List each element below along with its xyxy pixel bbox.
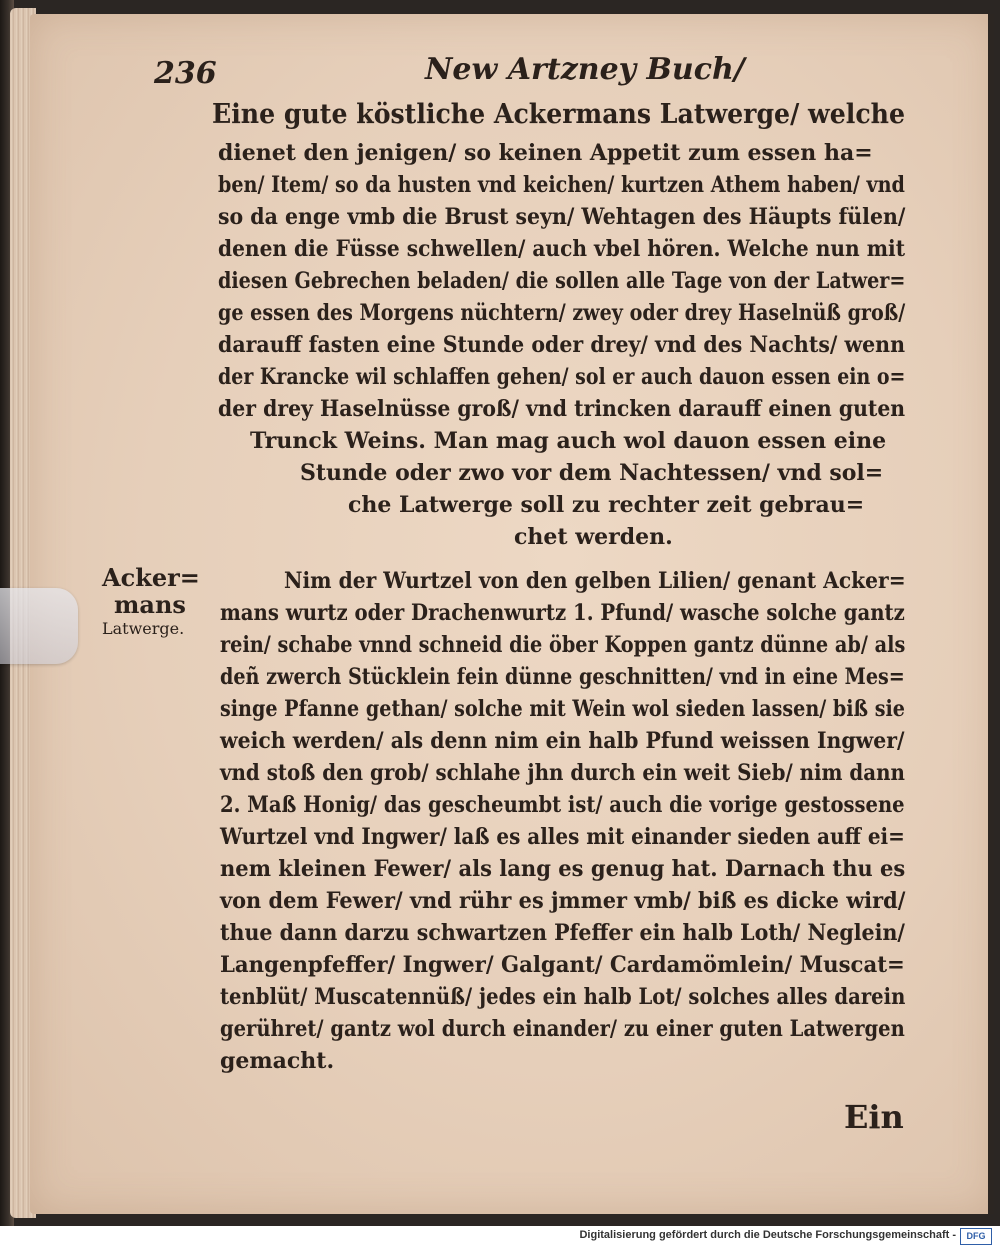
- body-line: von dem Fewer/ vnd rühr es jmmer vmb/ biß es dicke wird/: [220, 888, 906, 914]
- body-line: singe Pfanne gethan/ solche mit Wein wol sieden lassen/ biß sie: [220, 696, 905, 722]
- margin-note-line: Acker=: [102, 563, 200, 592]
- intro-line: ge essen des Morgens nüchtern/ zwey oder drey Haselnüß groß/: [218, 300, 906, 326]
- body-line: Nim der Wurtzel von den gelben Lilien/ genant Acker=: [284, 568, 906, 594]
- recipe-heading: Eine gute köstliche Ackermans Latwerge/ welche: [212, 99, 906, 130]
- body-line: gemacht.: [220, 1048, 335, 1074]
- body-line: nem kleinen Fewer/ als lang es genug hat. Darnach thu es: [220, 856, 906, 882]
- intro-line: darauff fasten eine Stunde oder drey/ vnd des Nachts/ wenn: [218, 332, 906, 358]
- margin-note-line: Latwerge.: [102, 619, 185, 638]
- body-line: weich werden/ als denn nim ein halb Pfund weissen Ingwer/: [220, 728, 905, 754]
- margin-note: [102, 564, 212, 640]
- body-line: Wurtzel vnd Ingwer/ laß es alles mit einander sieden auff ei=: [220, 824, 905, 850]
- intro-line: diesen Gebrechen beladen/ die sollen alle Tage von der Latwer=: [218, 268, 906, 294]
- body-line: 2. Maß Honig/ das gescheumbt ist/ auch die vorige gestossene: [220, 792, 905, 818]
- footer-bar: [0, 1226, 1000, 1247]
- catchword: Ein: [844, 1098, 904, 1136]
- running-title: New Artzney Buch/: [425, 52, 745, 87]
- body-line: gerühret/ gantz wol durch einander/ zu einer guten Latwergen: [220, 1016, 905, 1042]
- page-right-edge: [988, 14, 994, 1214]
- body-line: mans wurtz oder Drachenwurtz 1. Pfund/ wasche solche gantz: [220, 600, 905, 626]
- show-through-mark: [240, 1080, 249, 1110]
- page-clip: [0, 588, 78, 664]
- page-number: 236: [154, 56, 217, 91]
- intro-line: chet werden.: [514, 524, 673, 550]
- intro-line: denen die Füsse schwellen/ auch vbel hören. Welche nun mit: [218, 236, 905, 262]
- body-line: tenblüt/ Muscatennüß/ jedes ein halb Lot/ solches alles darein: [220, 984, 906, 1010]
- margin-note-line: mans: [114, 590, 186, 619]
- intro-line: der drey Haselnüsse groß/ vnd trincken darauff einen guten: [218, 396, 906, 422]
- body-line: deñ zwerch Stücklein fein dünne geschnitten/ vnd in eine Mes=: [220, 664, 905, 690]
- intro-line: dienet den jenigen/ so keinen Appetit zum essen ha=: [218, 140, 873, 166]
- intro-line: Trunck Weins. Man mag auch wol dauon essen eine: [250, 428, 887, 454]
- intro-line: der Krancke wil schlaffen gehen/ sol er auch dauon essen ein o=: [218, 364, 906, 390]
- intro-line: Stunde oder zwo vor dem Nachtessen/ vnd sol=: [300, 460, 884, 486]
- funding-credit: Digitalisierung gefördert durch die Deutsche Forschungsgemeinschaft -: [579, 1229, 956, 1241]
- intro-line: ben/ Item/ so da husten vnd keichen/ kurtzen Athem haben/ vnd: [218, 172, 905, 198]
- intro-line: so da enge vmb die Brust seyn/ Wehtagen des Häupts fülen/: [218, 204, 906, 230]
- dfg-logo[interactable]: DFG: [960, 1228, 992, 1245]
- body-line: Langenpfeffer/ Ingwer/ Galgant/ Cardamömlein/ Muscat=: [220, 952, 905, 978]
- body-line: thue dann darzu schwartzen Pfeffer ein halb Loth/ Neglein/: [220, 920, 905, 946]
- body-line: vnd stoß den grob/ schlahe jhn durch ein weit Sieb/ nim dann: [220, 760, 905, 786]
- intro-line: che Latwerge soll zu rechter zeit gebrau=: [348, 492, 865, 518]
- body-line: rein/ schabe vnnd schneid die öber Koppen gantz dünne ab/ als: [220, 632, 906, 658]
